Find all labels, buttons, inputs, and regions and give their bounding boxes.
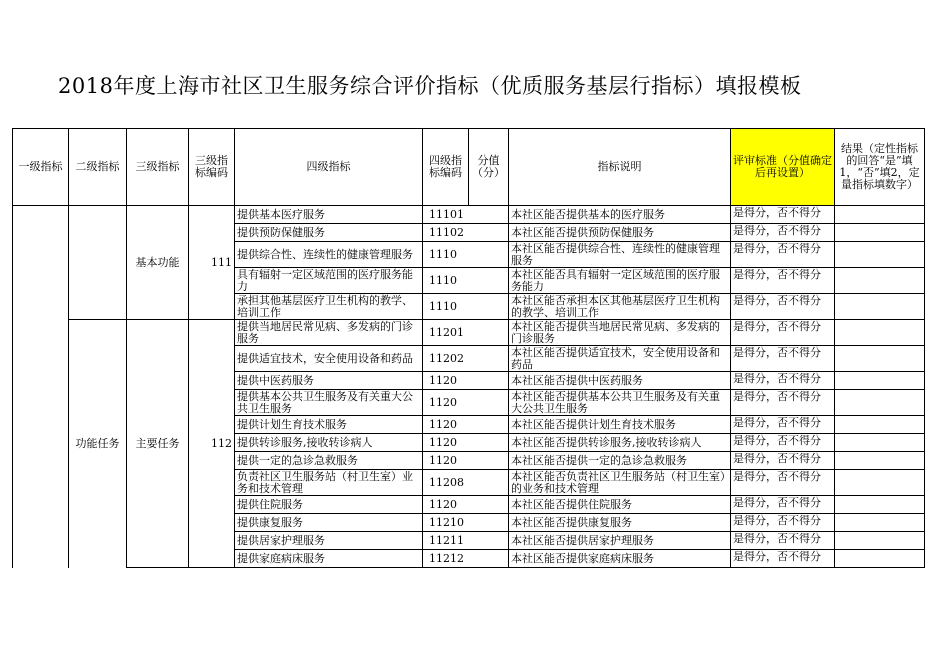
cell-l4: 提供一定的急诊急救服务 <box>235 452 423 470</box>
cell-score[interactable] <box>469 452 509 470</box>
cell-l4: 提供家庭病床服务 <box>235 550 423 568</box>
cell-l4code: 1120 <box>423 452 469 470</box>
cell-desc: 本社区能否提供适宜技术，安全使用设备和药品 <box>509 346 731 372</box>
cell-result[interactable] <box>835 514 925 532</box>
cell-result[interactable] <box>835 346 925 372</box>
cell-result[interactable] <box>835 294 925 320</box>
cell-l4code: 1120 <box>423 372 469 390</box>
cell-score[interactable] <box>469 470 509 496</box>
cell-score[interactable] <box>469 496 509 514</box>
cell-l4: 负责社区卫生服务站（村卫生室）业务和技术管理 <box>235 470 423 496</box>
cell-result[interactable] <box>835 224 925 242</box>
cell-l4code: 1120 <box>423 416 469 434</box>
cell-desc: 本社区能否提供一定的急诊急救服务 <box>509 452 731 470</box>
table-row <box>13 320 925 346</box>
cell-l4code: 1120 <box>423 496 469 514</box>
cell-desc: 本社区能否承担本区其他基层医疗卫生机构的教学、培训工作 <box>509 294 731 320</box>
cell-score[interactable] <box>469 416 509 434</box>
cell-l4code: 11210 <box>423 514 469 532</box>
cell-l4: 承担其他基层医疗卫生机构的教学、培训工作 <box>235 294 423 320</box>
cell-standard: 是得分，否不得分 <box>731 416 835 434</box>
cell-l4code: 1110 <box>423 268 469 294</box>
header-l1: 一级指标 <box>13 129 69 206</box>
cell-l1 <box>13 206 69 568</box>
table-row <box>13 206 925 224</box>
cell-result[interactable] <box>835 452 925 470</box>
cell-l4code: 1120 <box>423 390 469 416</box>
cell-l3code: 112 <box>189 320 235 568</box>
cell-result[interactable] <box>835 496 925 514</box>
header-standard: 评审标准（分值确定后再设置） <box>731 129 835 206</box>
cell-l4: 提供预防保健服务 <box>235 224 423 242</box>
cell-result[interactable] <box>835 390 925 416</box>
cell-l3: 基本功能 <box>127 206 189 320</box>
cell-l4code: 1110 <box>423 242 469 268</box>
cell-l4code: 11211 <box>423 532 469 550</box>
cell-l4: 提供综合性、连续性的健康管理服务 <box>235 242 423 268</box>
cell-score[interactable] <box>469 268 509 294</box>
cell-desc: 本社区能否负责社区卫生服务站（村卫生室）的业务和技术管理 <box>509 470 731 496</box>
page-title: 2018年度上海市社区卫生服务综合评价指标（优质服务基层行指标）填报模板 <box>58 74 802 98</box>
cell-desc: 本社区能否提供居家护理服务 <box>509 532 731 550</box>
cell-standard: 是得分，否不得分 <box>731 434 835 452</box>
cell-l4: 提供基本医疗服务 <box>235 206 423 224</box>
cell-result[interactable] <box>835 268 925 294</box>
cell-score[interactable] <box>469 514 509 532</box>
cell-desc: 本社区能否提供综合性、连续性的健康管理服务 <box>509 242 731 268</box>
cell-standard: 是得分，否不得分 <box>731 206 835 224</box>
cell-standard: 是得分，否不得分 <box>731 268 835 294</box>
cell-standard: 是得分，否不得分 <box>731 242 835 268</box>
cell-standard: 是得分，否不得分 <box>731 452 835 470</box>
header-l3: 三级指标 <box>127 129 189 206</box>
cell-desc: 本社区能否提供住院服务 <box>509 496 731 514</box>
cell-desc: 本社区能否提供当地居民常见病、多发病的门诊服务 <box>509 320 731 346</box>
cell-standard: 是得分，否不得分 <box>731 372 835 390</box>
cell-l4: 提供当地居民常见病、多发病的门诊服务 <box>235 320 423 346</box>
cell-desc: 本社区能否具有辐射一定区域范围的医疗服务能力 <box>509 268 731 294</box>
cell-l4code: 1110 <box>423 294 469 320</box>
cell-result[interactable] <box>835 470 925 496</box>
cell-score[interactable] <box>469 434 509 452</box>
cell-standard: 是得分，否不得分 <box>731 294 835 320</box>
cell-desc: 本社区能否提供康复服务 <box>509 514 731 532</box>
cell-score[interactable] <box>469 224 509 242</box>
cell-l4: 提供中医药服务 <box>235 372 423 390</box>
cell-l4code: 11201 <box>423 320 469 346</box>
cell-l4code: 11208 <box>423 470 469 496</box>
cell-result[interactable] <box>835 242 925 268</box>
cell-score[interactable] <box>469 390 509 416</box>
cell-l4code: 1120 <box>423 434 469 452</box>
cell-standard: 是得分，否不得分 <box>731 470 835 496</box>
cell-l4: 提供住院服务 <box>235 496 423 514</box>
header-l3code: 三级指标编码 <box>189 129 235 206</box>
cell-result[interactable] <box>835 372 925 390</box>
cell-score[interactable] <box>469 294 509 320</box>
cell-standard: 是得分，否不得分 <box>731 550 835 568</box>
cell-l3: 主要任务 <box>127 320 189 568</box>
cell-result[interactable] <box>835 416 925 434</box>
cell-l4: 提供转诊服务,接收转诊病人 <box>235 434 423 452</box>
header-l2: 二级指标 <box>69 129 127 206</box>
cell-desc: 本社区能否提供基本的医疗服务 <box>509 206 731 224</box>
header-l4code: 四级指标编码 <box>423 129 469 206</box>
cell-score[interactable] <box>469 532 509 550</box>
cell-standard: 是得分，否不得分 <box>731 532 835 550</box>
cell-score[interactable] <box>469 550 509 568</box>
cell-standard: 是得分，否不得分 <box>731 346 835 372</box>
indicator-table <box>12 128 925 568</box>
cell-score[interactable] <box>469 320 509 346</box>
cell-l4code: 11102 <box>423 224 469 242</box>
cell-desc: 本社区能否提供中医药服务 <box>509 372 731 390</box>
cell-result[interactable] <box>835 550 925 568</box>
cell-standard: 是得分，否不得分 <box>731 496 835 514</box>
cell-standard: 是得分，否不得分 <box>731 320 835 346</box>
cell-score[interactable] <box>469 206 509 224</box>
cell-l4: 提供计划生育技术服务 <box>235 416 423 434</box>
cell-result[interactable] <box>835 434 925 452</box>
cell-result[interactable] <box>835 532 925 550</box>
cell-l2 <box>69 206 127 320</box>
cell-desc: 本社区能否提供基本公共卫生服务及有关重大公共卫生服务 <box>509 390 731 416</box>
header-l4: 四级指标 <box>235 129 423 206</box>
header-result: 结果（定性指标的回答“是”填1，“否”填2，定量指标填数字） <box>835 129 925 206</box>
cell-score[interactable] <box>469 346 509 372</box>
cell-l4: 具有辐射一定区域范围的医疗服务能力 <box>235 268 423 294</box>
cell-l4code: 11202 <box>423 346 469 372</box>
cell-result[interactable] <box>835 206 925 224</box>
header-desc: 指标说明 <box>509 129 731 206</box>
cell-desc: 本社区能否提供家庭病床服务 <box>509 550 731 568</box>
cell-standard: 是得分，否不得分 <box>731 514 835 532</box>
cell-l3code: 111 <box>189 206 235 320</box>
cell-result[interactable] <box>835 320 925 346</box>
cell-desc: 本社区能否提供转诊服务,接收转诊病人 <box>509 434 731 452</box>
cell-l4: 提供居家护理服务 <box>235 532 423 550</box>
header-row <box>13 129 925 206</box>
cell-desc: 本社区能否提供计划生育技术服务 <box>509 416 731 434</box>
header-score: 分值（分） <box>469 129 509 206</box>
cell-l2: 功能任务 <box>69 320 127 568</box>
cell-l4code: 11101 <box>423 206 469 224</box>
cell-l4: 提供康复服务 <box>235 514 423 532</box>
cell-desc: 本社区能否提供预防保健服务 <box>509 224 731 242</box>
cell-standard: 是得分，否不得分 <box>731 224 835 242</box>
cell-standard: 是得分，否不得分 <box>731 390 835 416</box>
cell-l4: 提供适宜技术，安全使用设备和药品 <box>235 346 423 372</box>
cell-l4code: 11212 <box>423 550 469 568</box>
cell-score[interactable] <box>469 242 509 268</box>
cell-score[interactable] <box>469 372 509 390</box>
cell-l4: 提供基本公共卫生服务及有关重大公共卫生服务 <box>235 390 423 416</box>
